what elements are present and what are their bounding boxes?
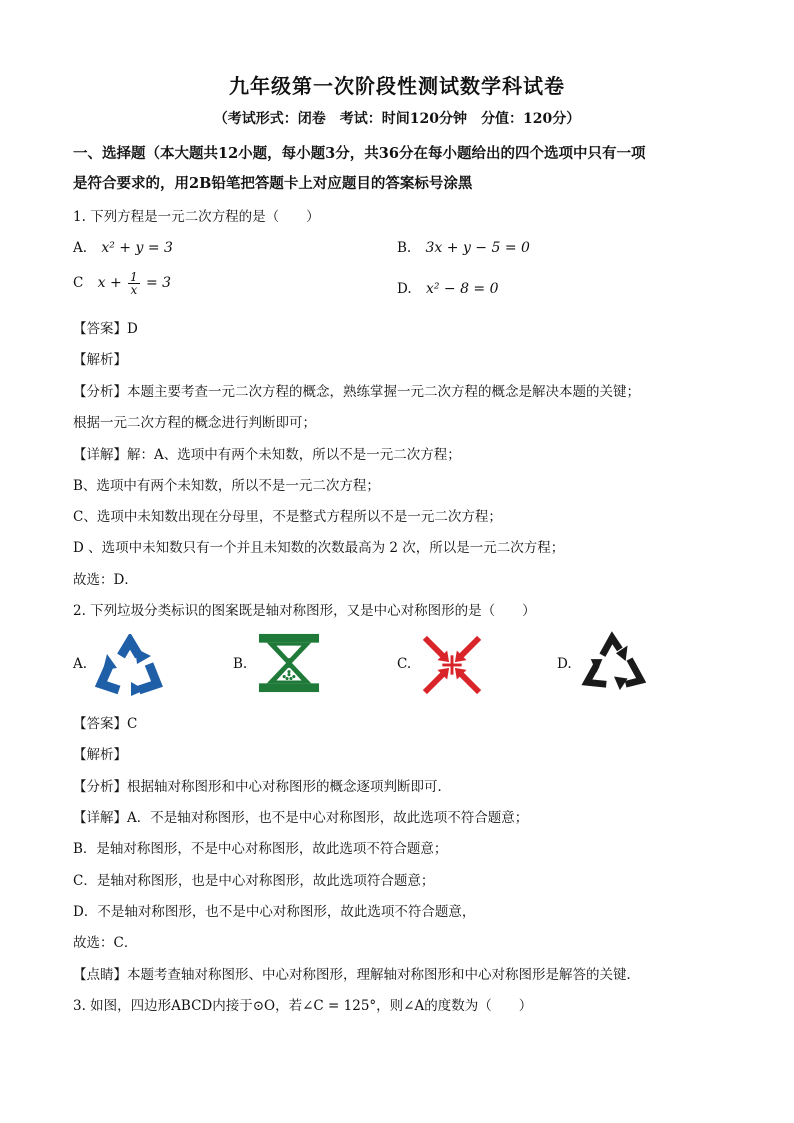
q1-stem: 1. 下列方程是一元二次方程的是（ ） <box>73 209 320 225</box>
q2-analysis: 【分析】根据轴对称图形和中心对称图形的概念逐项判断即可． <box>73 779 451 795</box>
section-heading-line2: 是符合要求的，用2B铅笔把答题卡上对应题目的答案标号涂黑 <box>73 175 473 192</box>
q2-option-a-label: A. <box>73 656 88 672</box>
page-title: 九年级第一次阶段性测试数学科试卷 <box>229 74 565 98</box>
hourglass-green-icon <box>254 632 324 694</box>
q1-jiexi: 【解析】 <box>73 352 127 368</box>
q1-option-a <box>73 240 173 256</box>
q1-analysis-2: 根据一元二次方程的概念进行判断即可； <box>73 415 316 431</box>
q1-option-a-label: A. <box>73 240 88 256</box>
q1-detail-3: C、选项中未知数出现在分母里，不是整式方程所以不是一元二次方程； <box>73 509 502 525</box>
q2-jiexi: 【解析】 <box>73 747 127 763</box>
q1-option-b-expr: 3x + y − 5 = 0 <box>425 240 530 256</box>
q1-option-c-rhs: = 3 <box>145 275 172 291</box>
q3-stem: 3. 如图，四边形ABCD内接于⊙O，若∠C = 125°，则∠A的度数为（ ） <box>73 998 533 1014</box>
q1-option-b <box>397 240 530 256</box>
q2-stem: 2. 下列垃圾分类标识的图案既是轴对称图形，又是中心对称图形的是（ ） <box>73 603 536 619</box>
q1-choice: 故选：D． <box>73 572 138 588</box>
q2-answer: 【答案】C <box>73 716 138 732</box>
q1-option-c-fraction <box>128 271 140 296</box>
q1-option-d-expr: x² − 8 = 0 <box>425 281 499 297</box>
q1-option-b-label: B. <box>397 240 412 256</box>
q1-option-c-lhs: x + <box>97 275 122 291</box>
q1-answer: 【答案】D <box>73 321 138 337</box>
arrows-red-icon <box>417 634 487 696</box>
recycle-blue-icon <box>95 634 165 696</box>
q2-detail-3: C．是轴对称图形，也是中心对称图形，故此选项符合题意； <box>73 873 435 889</box>
recycle-black-icon <box>580 630 650 692</box>
q2-detail-4: D．不是轴对称图形，也不是中心对称图形，故此选项不符合题意， <box>73 904 476 920</box>
q1-option-d <box>397 281 499 297</box>
q1-option-c <box>73 271 171 296</box>
q2-option-d-label: D. <box>557 656 572 672</box>
q1-option-a-expr: x² + y = 3 <box>101 240 173 256</box>
q1-option-c-label: C <box>73 275 84 291</box>
q2-choice: 故选：C． <box>73 935 138 951</box>
section-heading-line1: 一、选择题（本大题共12小题，每小题3分，共36分在每小题给出的四个选项中只有一项 <box>73 145 646 162</box>
q1-detail-1: 【详解】解：A、选项中有两个未知数，所以不是一元二次方程； <box>73 447 461 463</box>
fraction-denominator: x <box>130 283 138 297</box>
q2-option-c-label: C. <box>397 656 412 672</box>
q2-detail-2: B．是轴对称图形，不是中心对称图形，故此选项不符合题意； <box>73 841 448 857</box>
q2-option-b-label: B. <box>233 656 248 672</box>
fraction-numerator: 1 <box>130 270 138 284</box>
page-subtitle: （考试形式：闭卷 考试：时间120分钟 分值：120分） <box>213 111 581 127</box>
q1-detail-4: D 、选项中未知数只有一个并且未知数的次数最高为 2 次，所以是一元二次方程； <box>73 540 565 556</box>
q1-detail-2: B、选项中有两个未知数，所以不是一元二次方程； <box>73 478 380 494</box>
q1-analysis-1: 【分析】本题主要考查一元二次方程的概念，熟练掌握一元二次方程的概念是解决本题的关键； <box>73 384 640 400</box>
q1-option-d-label: D. <box>397 281 412 297</box>
q2-detail-1: 【详解】A．不是轴对称图形，也不是中心对称图形，故此选项不符合题意； <box>73 810 529 826</box>
q2-dianjing: 【点睛】本题考查轴对称图形、中心对称图形，理解轴对称图形和中心对称图形是解答的关键． <box>73 967 640 983</box>
